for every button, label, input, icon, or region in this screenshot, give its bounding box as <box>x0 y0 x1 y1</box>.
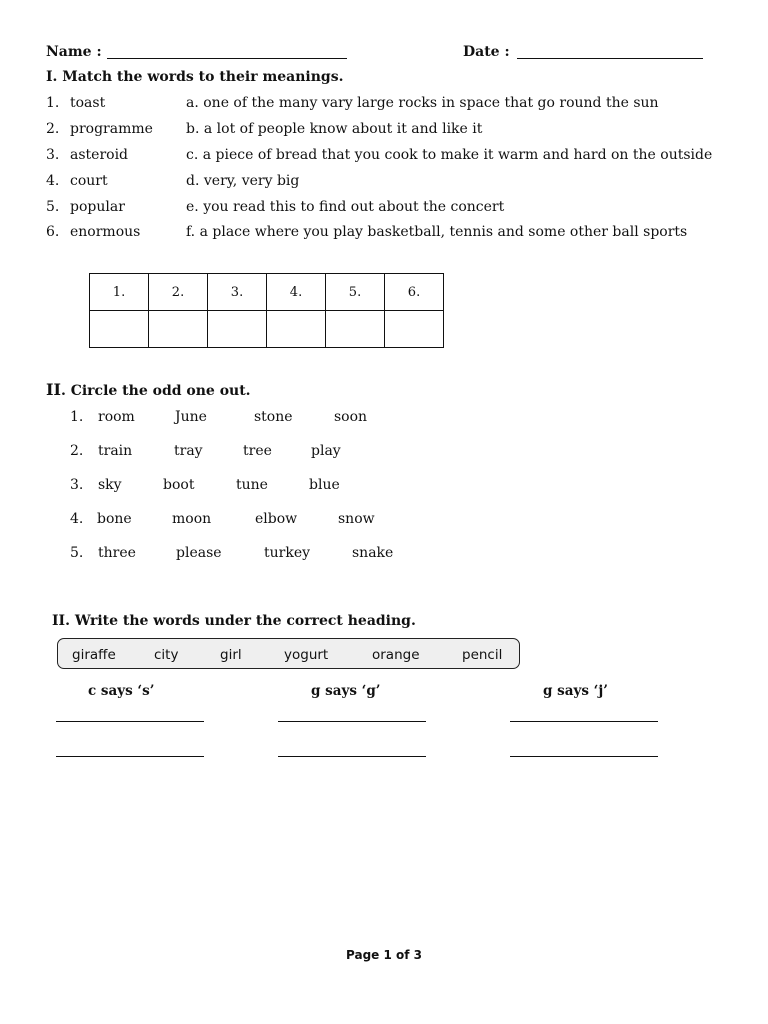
odd-word[interactable]: tune <box>236 477 268 493</box>
answer-cell[interactable] <box>208 311 267 348</box>
word-bank-item: pencil <box>462 647 503 663</box>
odd-word[interactable]: tree <box>243 443 272 459</box>
item-meaning: f. a place where you play basketball, tennis and some other ball sports <box>186 224 688 240</box>
item-meaning: d. very, very big <box>186 173 300 189</box>
odd-word[interactable]: soon <box>334 409 368 425</box>
item-word: programme <box>70 121 153 137</box>
row-number: 3. <box>70 477 84 493</box>
name-field-line[interactable] <box>107 58 347 59</box>
row-number: 5. <box>70 545 84 561</box>
item-word: popular <box>70 199 125 215</box>
answer-line[interactable] <box>278 756 426 757</box>
row-number: 2. <box>70 443 84 459</box>
date-label: Date : <box>463 44 510 60</box>
odd-word[interactable]: June <box>175 409 207 425</box>
name-label: Name : <box>46 44 102 60</box>
item-number: 6. <box>46 224 60 240</box>
item-meaning: e. you read this to find out about the concert <box>186 199 505 215</box>
odd-word[interactable]: turkey <box>264 545 311 561</box>
answer-header-cell: 6. <box>385 274 444 311</box>
answer-cell[interactable] <box>90 311 149 348</box>
word-bank <box>57 638 520 669</box>
answer-header-cell: 3. <box>208 274 267 311</box>
odd-word[interactable]: snow <box>338 511 375 527</box>
answer-header-cell: 2. <box>149 274 208 311</box>
answer-cell[interactable] <box>385 311 444 348</box>
odd-word[interactable]: tray <box>174 443 203 459</box>
item-number: 4. <box>46 173 60 189</box>
answer-line[interactable] <box>510 721 658 722</box>
answer-cell[interactable] <box>149 311 208 348</box>
section2-title: II. Circle the odd one out. <box>46 380 251 399</box>
item-number: 3. <box>46 147 60 163</box>
odd-word[interactable]: snake <box>352 545 394 561</box>
item-meaning: b. a lot of people know about it and like it <box>186 121 483 137</box>
odd-word[interactable]: moon <box>172 511 212 527</box>
odd-word[interactable]: please <box>176 545 222 561</box>
odd-word[interactable]: three <box>98 545 136 561</box>
item-word: toast <box>70 95 106 111</box>
odd-word[interactable]: train <box>98 443 133 459</box>
word-bank-item: orange <box>372 647 420 663</box>
heading-c-says-s: c says ‘s’ <box>88 683 155 699</box>
row-number: 4. <box>70 511 84 527</box>
item-number: 5. <box>46 199 60 215</box>
answer-table <box>89 273 444 348</box>
heading-g-says-g: g says ‘g’ <box>311 683 381 699</box>
answer-header-cell: 1. <box>90 274 149 311</box>
odd-word[interactable]: elbow <box>255 511 298 527</box>
heading-g-says-j: g says ‘j’ <box>543 683 608 699</box>
word-bank-item: girl <box>220 647 242 663</box>
answer-header-cell: 4. <box>267 274 326 311</box>
odd-word[interactable]: bone <box>97 511 132 527</box>
word-bank-item: yogurt <box>284 647 329 663</box>
answer-cell[interactable] <box>267 311 326 348</box>
item-meaning: c. a piece of bread that you cook to make it warm and hard on the outside <box>186 147 713 163</box>
section3-title: II. Write the words under the correct heading. <box>52 613 416 629</box>
odd-word[interactable]: blue <box>309 477 340 493</box>
page-number: Page 1 of 3 <box>346 948 422 962</box>
answer-line[interactable] <box>278 721 426 722</box>
item-meaning: a. one of the many vary large rocks in space that go round the sun <box>186 95 659 111</box>
item-word: asteroid <box>70 147 129 163</box>
answer-line[interactable] <box>510 756 658 757</box>
date-field-line[interactable] <box>517 58 703 59</box>
item-number: 2. <box>46 121 60 137</box>
answer-cell[interactable] <box>326 311 385 348</box>
odd-word[interactable]: stone <box>254 409 293 425</box>
item-word: court <box>70 173 108 189</box>
word-bank-item: giraffe <box>72 647 116 663</box>
odd-word[interactable]: play <box>311 443 341 459</box>
odd-word[interactable]: room <box>98 409 135 425</box>
odd-word[interactable]: boot <box>163 477 195 493</box>
word-bank-item: city <box>154 647 179 663</box>
section1-title: I. Match the words to their meanings. <box>46 69 344 85</box>
answer-header-cell: 5. <box>326 274 385 311</box>
answer-line[interactable] <box>56 756 204 757</box>
row-number: 1. <box>70 409 84 425</box>
item-number: 1. <box>46 95 60 111</box>
item-word: enormous <box>70 224 141 240</box>
odd-word[interactable]: sky <box>98 477 122 493</box>
answer-line[interactable] <box>56 721 204 722</box>
